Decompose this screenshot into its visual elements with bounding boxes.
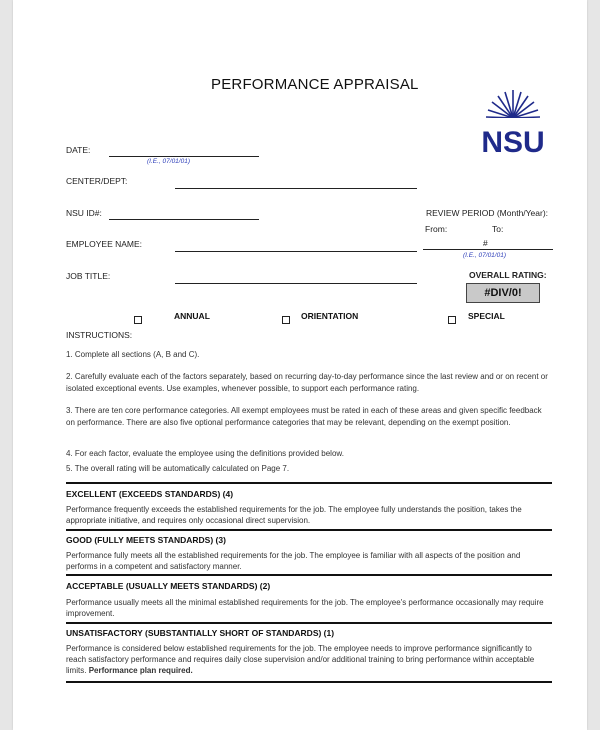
employee-label: EMPLOYEE NAME: [66,239,143,249]
review-period-field[interactable] [423,249,553,250]
date-label: DATE: [66,145,91,155]
review-from-label: From: [425,224,448,234]
annual-label: ANNUAL [174,311,210,321]
document-page [13,0,587,730]
instruction-item: 1. Complete all sections (A, B and C). [66,350,200,359]
overall-rating-label: OVERALL RATING: [469,270,547,280]
instruction-item: 3. There are ten core performance categories. All exempt employees must be rated in each of these areas and given specific feedback on performance. There are also five optional performance categories that may be relevant, depending on the exempt position. [66,406,542,427]
special-checkbox[interactable] [448,311,456,329]
orientation-label: ORIENTATION [301,311,359,321]
section-divider [66,574,552,576]
instruction-item: 5. The overall rating will be automatically calculated on Page 7. [66,464,290,473]
section-divider [66,681,552,683]
svg-text:NSU: NSU [483,126,543,156]
nsu-id-field[interactable] [109,219,259,220]
special-label: SPECIAL [468,311,505,321]
section-divider [66,622,552,624]
review-period-label: REVIEW PERIOD (Month/Year): [426,208,549,218]
date-field[interactable] [109,156,259,157]
date-hint: (I.E., 07/01/01) [147,158,190,165]
job-title-label: JOB TITLE: [66,271,111,281]
review-hash: # [483,238,488,248]
center-label: CENTER/DEPT: [66,176,128,186]
job-title-field[interactable] [175,283,417,284]
nsu-id-label: NSU ID#: [66,208,102,218]
section-body-unsatisfactory: Performance is considered below established requirements for the job. The employee needs to improve performance significantly to reach satisfactory performance and requires daily close supervision and/or additional training to bring performance within acceptable limits. Performance plan required. [66,644,535,675]
section-body-excellent: Performance frequently exceeds the established requirements for the job. The employee fully understands the position, takes the appropriate initiative, and requires only occasional direct supervision. [66,505,522,525]
instruction-item: 2. Carefully evaluate each of the factors separately, based on recurring day-to-day performance since the last review and or on recent or isolated exceptional events. Use examples, whenever possible, to support each performance rating. [66,372,548,393]
section-heading-excellent: EXCELLENT (EXCEEDS STANDARDS) (4) [66,489,234,499]
section-body-acceptable: Performance usually meets all the minimal established requirements for the job. The employee's performance occasionally may require improvement. [66,598,544,618]
orientation-checkbox[interactable] [282,311,290,329]
employee-field[interactable] [175,251,417,252]
section-heading-acceptable: ACCEPTABLE (USUALLY MEETS STANDARDS) (2) [66,581,271,591]
instruction-item: 4. For each factor, evaluate the employee using the definitions provided below. [66,449,344,458]
center-field[interactable] [175,188,417,189]
section-divider [66,482,552,484]
page-title: PERFORMANCE APPRAISAL [211,76,419,93]
section-divider [66,529,552,531]
nsu-logo [483,84,543,156]
overall-rating-value: #DIV/0! [466,283,540,303]
annual-checkbox[interactable] [134,311,142,329]
section-heading-good: GOOD (FULLY MEETS STANDARDS) (3) [66,535,226,545]
section-heading-unsatisfactory: UNSATISFACTORY (SUBSTANTIALLY SHORT OF STANDARDS) (1) [66,628,335,638]
instructions-heading: INSTRUCTIONS: [66,330,133,340]
review-hint: (I.E., 07/01/01) [463,252,506,259]
review-to-label: To: [492,224,504,234]
section-body-good: Performance fully meets all the established requirements for the job. The employee is familiar with all aspects of the position and performs in a competent and satisfactory manner. [66,551,521,571]
